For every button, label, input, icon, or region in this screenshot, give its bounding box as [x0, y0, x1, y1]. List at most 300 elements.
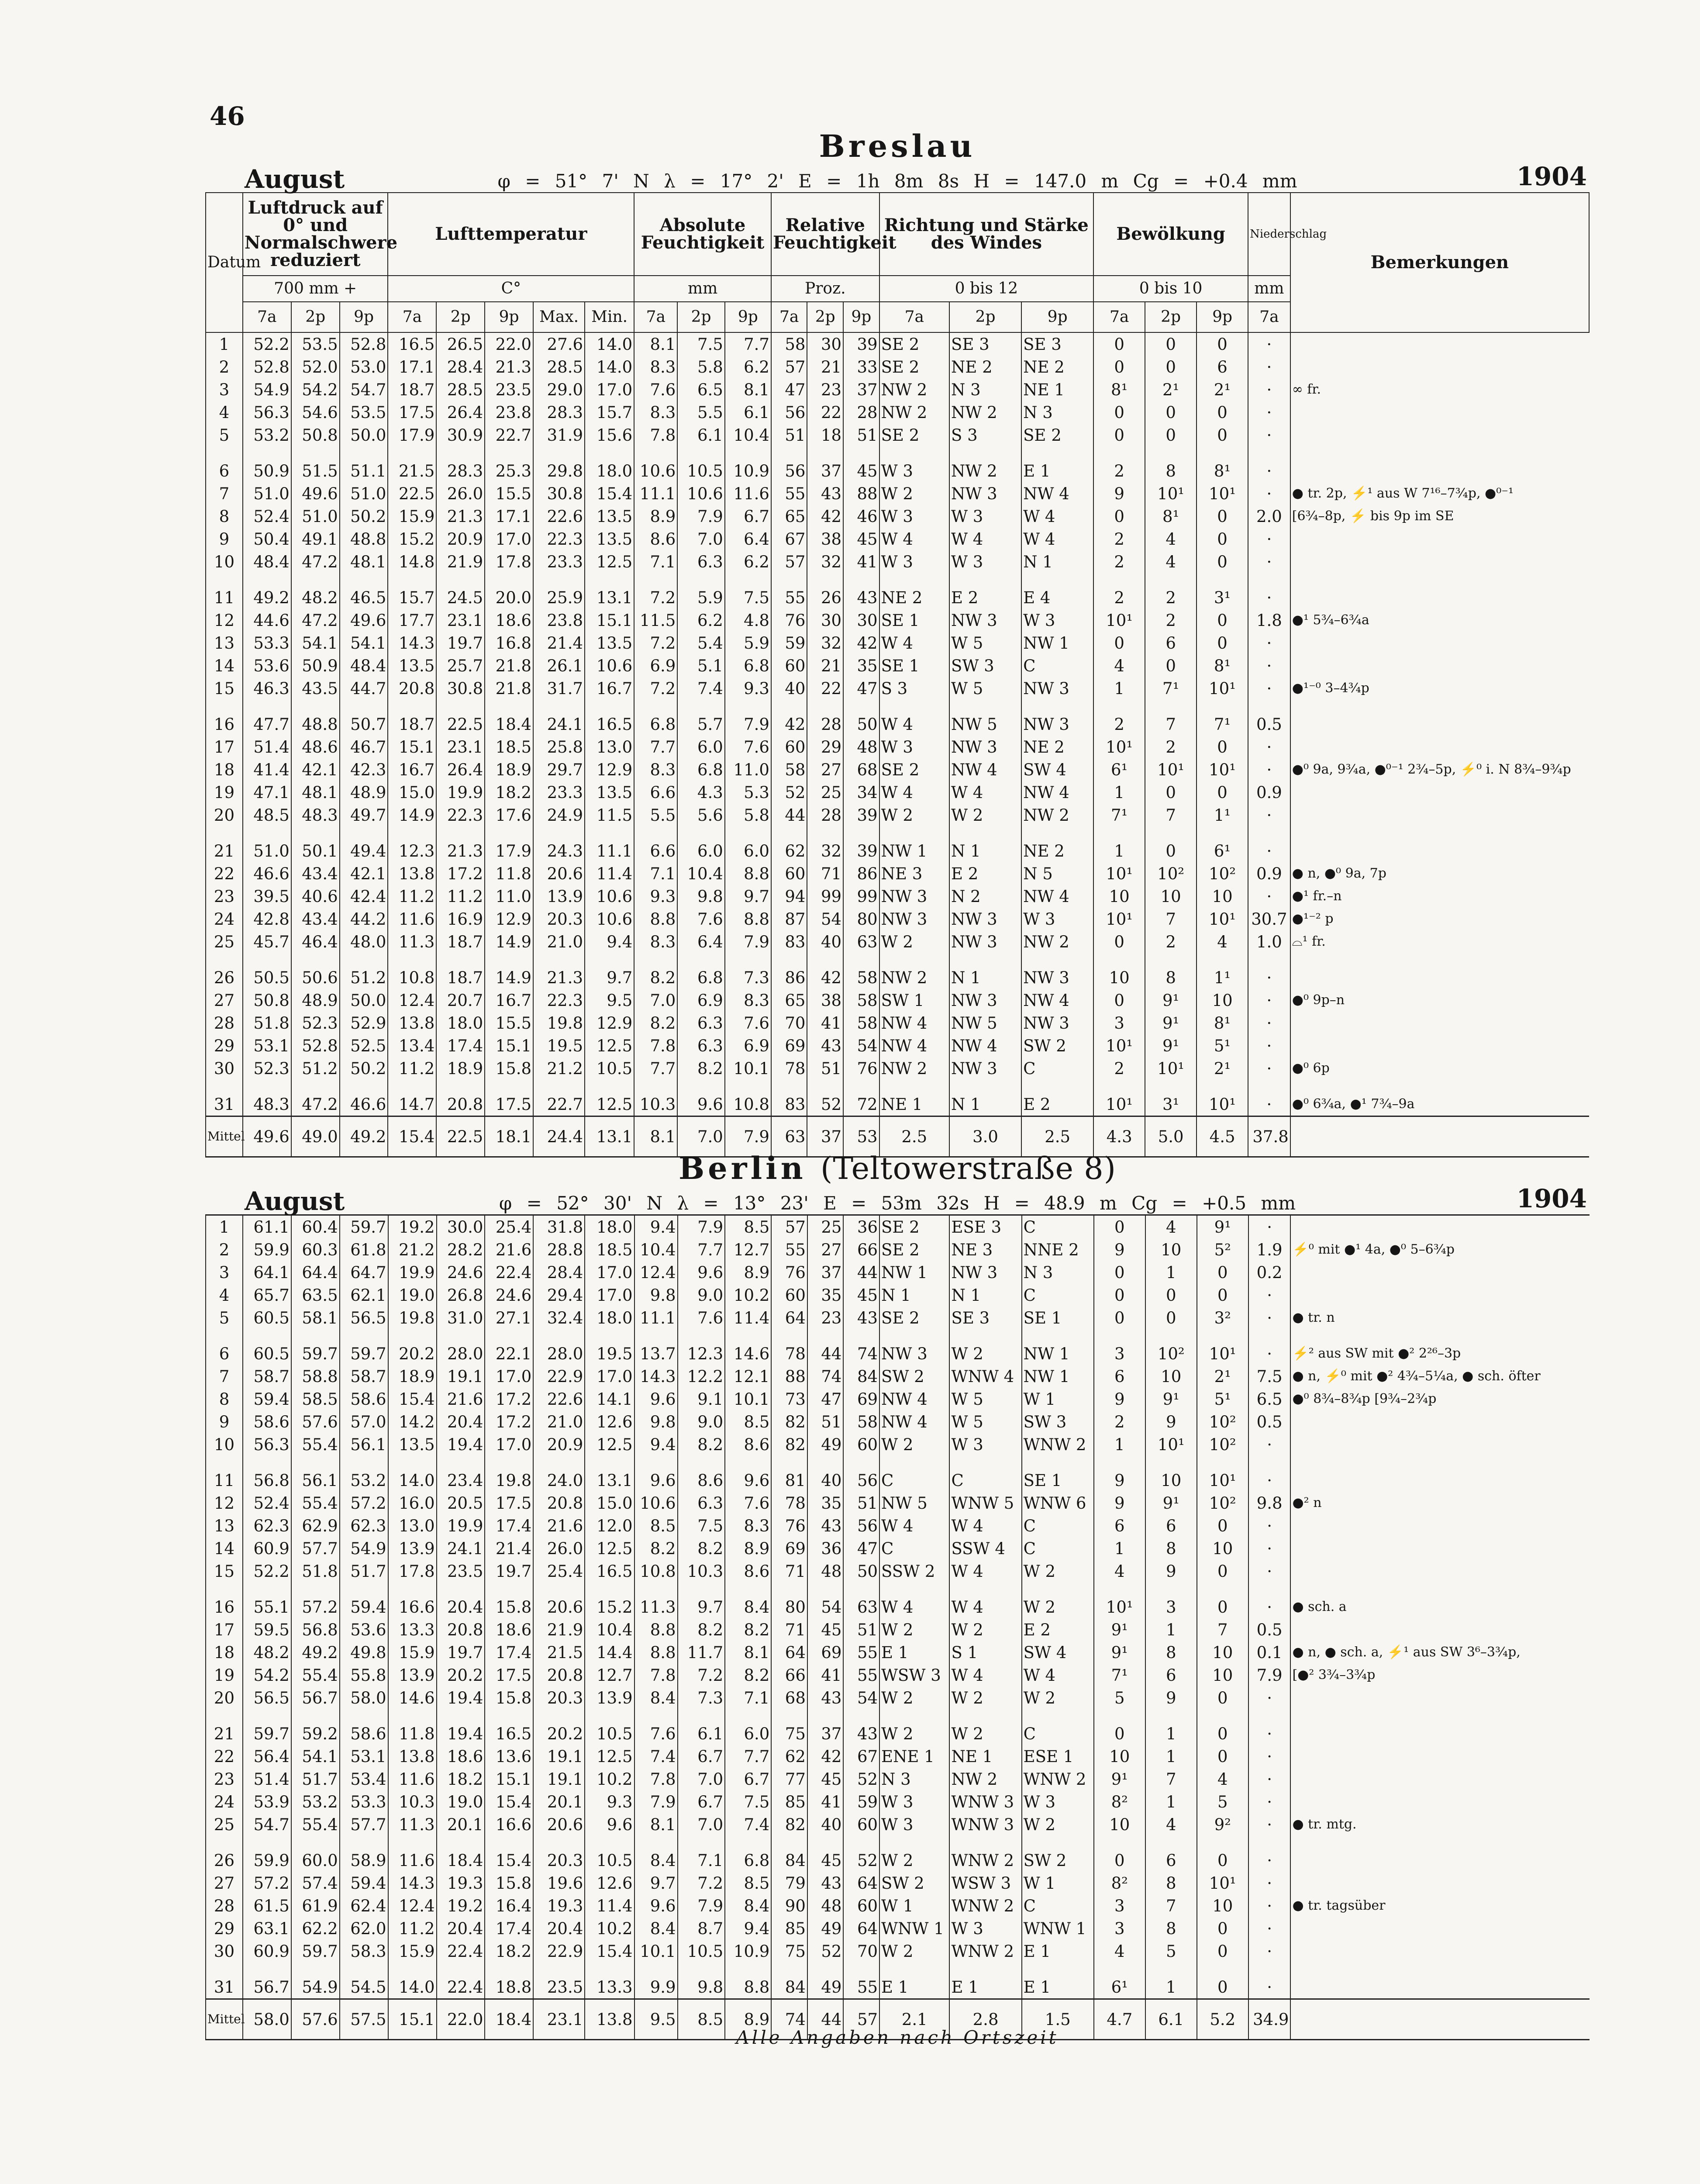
- table-cell: 45: [843, 528, 879, 550]
- table-cell: 21: [206, 1709, 243, 1745]
- table-cell: 20.2: [437, 1664, 485, 1686]
- table-cell: 19.4: [437, 1686, 485, 1709]
- table-cell: 28.5: [533, 356, 585, 378]
- table-cell: ·: [1248, 654, 1290, 677]
- table-cell: [1290, 1410, 1590, 1433]
- table-cell: 67: [843, 1745, 879, 1768]
- table-cell: 17.0: [485, 528, 533, 550]
- table-cell: 28: [206, 1012, 243, 1034]
- table-cell: ·: [1248, 826, 1290, 862]
- table-cell: 10.2: [585, 1917, 634, 1940]
- table-cell: 28.2: [437, 1238, 485, 1261]
- table-cell: W 3: [949, 550, 1021, 573]
- table-cell: W 3: [1021, 609, 1093, 632]
- table-cell: 21.8: [485, 654, 533, 677]
- table-cell: WNW 2: [1022, 1768, 1094, 1790]
- mean-cell: 2.1: [879, 1999, 949, 2040]
- table-cell: W 4: [879, 1583, 949, 1618]
- table-cell: 10.3: [388, 1790, 437, 1813]
- table-cell: 30: [843, 609, 879, 632]
- table-cell: [6¾–8p, ⚡ bis 9p im SE: [1290, 505, 1589, 528]
- table-cell: 30: [206, 1057, 243, 1080]
- table-cell: 20.2: [388, 1329, 437, 1365]
- table-cell: 53.1: [243, 1034, 291, 1057]
- table-cell: NE 3: [879, 862, 949, 885]
- table-cell: 8: [1145, 953, 1197, 989]
- table-cell: 9.0: [678, 1284, 725, 1306]
- table-cell: 17.4: [436, 1034, 485, 1057]
- table-cell: 19: [206, 1664, 243, 1686]
- table-cell: 10: [206, 1433, 243, 1456]
- table-cell: 43: [807, 1686, 844, 1709]
- table-cell: ·: [1248, 378, 1290, 401]
- table-cell: SW 3: [1022, 1410, 1094, 1433]
- table-cell: W 3: [879, 550, 949, 573]
- table-cell: NE 3: [949, 1238, 1021, 1261]
- table-cell: 0: [1197, 528, 1248, 550]
- table-cell: 48.2: [243, 1641, 291, 1664]
- col-2p: 2p: [291, 302, 340, 332]
- table-cell: E 2: [1021, 1080, 1093, 1116]
- table-cell: 17.2: [436, 862, 485, 885]
- table-cell: 4: [1197, 930, 1248, 953]
- table-cell: 20.3: [533, 908, 585, 930]
- table-cell: C: [949, 1456, 1021, 1492]
- table-cell: 37: [807, 1261, 844, 1284]
- table-cell: 15.4: [485, 1790, 533, 1813]
- col-2p: 2p: [436, 302, 485, 332]
- table-cell: 19.5: [585, 1329, 634, 1365]
- station-berlin: [205, 1150, 1590, 2040]
- table-row: [206, 1618, 1590, 1641]
- mean-cell: 3.0: [949, 1116, 1021, 1157]
- table-cell: 7¹: [1197, 700, 1248, 736]
- table-cell: 19.9: [388, 1261, 437, 1284]
- table-cell: N 1: [1021, 550, 1093, 573]
- table-cell: 51.2: [340, 953, 388, 989]
- table-cell: 10: [1197, 1537, 1248, 1560]
- col-9p: 9p: [725, 302, 771, 332]
- table-cell: 7: [206, 1365, 243, 1388]
- table-cell: 17.5: [485, 1492, 533, 1514]
- table-cell: 50.4: [243, 528, 291, 550]
- table-cell: 48: [843, 736, 879, 758]
- table-cell: 7.6: [634, 378, 677, 401]
- table-row: [206, 1329, 1590, 1365]
- table-cell: [1290, 1618, 1590, 1641]
- table-cell: W 2: [1022, 1813, 1094, 1836]
- table-row: [206, 378, 1589, 401]
- table-cell: NW 5: [949, 1012, 1021, 1034]
- table-cell: 49.8: [340, 1641, 388, 1664]
- col-9p: 9p: [1021, 302, 1093, 332]
- table-cell: 8.8: [634, 1641, 678, 1664]
- table-cell: 52.9: [340, 1012, 388, 1034]
- table-cell: 58.5: [291, 1388, 340, 1410]
- table-cell: 7.7: [634, 736, 677, 758]
- table-cell: 28.3: [533, 401, 585, 424]
- table-cell: 13.4: [388, 1034, 436, 1057]
- table-cell: 8: [206, 505, 243, 528]
- table-cell: 48.1: [340, 550, 388, 573]
- table-cell: ·: [1248, 1057, 1290, 1080]
- table-cell: 27.1: [485, 1306, 533, 1329]
- table-cell: 52.8: [243, 356, 291, 378]
- table-cell: 44: [843, 1261, 879, 1284]
- table-cell: W 4: [949, 528, 1021, 550]
- table-row: [206, 1433, 1590, 1456]
- table-cell: 59: [843, 1790, 879, 1813]
- table-cell: 51.8: [291, 1560, 340, 1583]
- table-cell: 22.7: [533, 1080, 585, 1116]
- table-cell: 10: [1145, 1456, 1197, 1492]
- table-cell: S 1: [949, 1641, 1021, 1664]
- table-cell: 10: [1145, 1365, 1197, 1388]
- table-cell: 5: [206, 424, 243, 446]
- table-cell: 15.5: [485, 1012, 533, 1034]
- table-cell: 57: [771, 356, 807, 378]
- table-cell: NW 3: [949, 1261, 1021, 1284]
- table-cell: ●¹ fr.–n: [1290, 885, 1589, 908]
- table-cell: 8.6: [678, 1456, 725, 1492]
- table-cell: [1290, 528, 1589, 550]
- table-cell: 2: [1093, 573, 1145, 609]
- table-cell: 0: [1094, 1261, 1145, 1284]
- table-cell: 21.3: [436, 826, 485, 862]
- table-cell: 6.9: [725, 1034, 771, 1057]
- table-cell: 7: [1145, 908, 1197, 930]
- table-cell: 10.6: [634, 1492, 678, 1514]
- table-row: [206, 1963, 1590, 1999]
- table-cell: 7.9: [678, 1215, 725, 1239]
- table-cell: 82: [771, 1813, 807, 1836]
- mean-cell: 58.0: [243, 1999, 291, 2040]
- table-cell: 12.6: [585, 1872, 634, 1894]
- table-cell: 4: [1145, 528, 1197, 550]
- table-cell: 8.9: [725, 1537, 771, 1560]
- table-cell: 21.3: [485, 356, 533, 378]
- table-cell: NE 1: [949, 1745, 1021, 1768]
- table-cell: 7.7: [634, 1057, 677, 1080]
- table-cell: 0: [1145, 332, 1197, 356]
- table-cell: 40.6: [291, 885, 340, 908]
- table-cell: 88: [843, 482, 879, 505]
- table-cell: 8.2: [677, 1057, 725, 1080]
- table-cell: ·: [1248, 446, 1290, 482]
- table-cell: C: [1022, 1894, 1094, 1917]
- table-cell: 21.6: [533, 1514, 585, 1537]
- table-cell: 7.8: [634, 1034, 677, 1057]
- col-9p: 9p: [843, 302, 879, 332]
- table-cell: W 2: [949, 1618, 1021, 1641]
- table-cell: 53.5: [291, 332, 340, 356]
- table-cell: ·: [1248, 1745, 1291, 1768]
- table-cell: W 2: [879, 930, 949, 953]
- table-cell: NW 1: [1022, 1365, 1094, 1388]
- table-cell: 8.4: [634, 1836, 678, 1872]
- table-cell: 0.5: [1248, 1618, 1291, 1641]
- table-cell: 53.4: [340, 1768, 388, 1790]
- table-cell: 56: [843, 1514, 879, 1537]
- table-cell: 19.7: [485, 1560, 533, 1583]
- table-cell: SW 2: [879, 1872, 949, 1894]
- table-cell: 7.2: [634, 632, 677, 654]
- mean-cell: 57: [843, 1999, 879, 2040]
- table-cell: 59.7: [340, 1215, 388, 1239]
- wind-unit: 0 bis 12: [879, 276, 1094, 302]
- table-cell: [1290, 1963, 1590, 1999]
- table-cell: 21: [807, 654, 843, 677]
- table-cell: 9: [1145, 1410, 1197, 1433]
- mean-cell: 7.0: [677, 1116, 725, 1157]
- table-cell: 59.4: [243, 1388, 291, 1410]
- table-cell: 1: [1094, 1433, 1145, 1456]
- table-cell: SE 1: [879, 609, 949, 632]
- mean-cell: 5.0: [1145, 1116, 1197, 1157]
- table-cell: 12.4: [388, 989, 436, 1012]
- table-cell: SE 2: [879, 424, 949, 446]
- table-cell: 30.7: [1248, 908, 1290, 930]
- table-cell: 53.9: [243, 1790, 291, 1813]
- table-cell: 56.5: [243, 1686, 291, 1709]
- table-cell: ·: [1248, 989, 1290, 1012]
- table-cell: 9.6: [634, 1388, 678, 1410]
- table-cell: 71: [771, 1618, 807, 1641]
- table-cell: 15.9: [388, 1940, 437, 1963]
- table-cell: 14.6: [388, 1686, 437, 1709]
- table-cell: SE 2: [879, 758, 949, 781]
- table-cell: 16.5: [585, 1560, 634, 1583]
- station-title: Breslau: [819, 128, 976, 164]
- table-cell: 60.4: [291, 1215, 340, 1239]
- abs-unit: mm: [634, 276, 771, 302]
- table-cell: 7.5: [678, 1514, 725, 1537]
- table-cell: 43: [807, 1034, 843, 1057]
- table-cell: 8.9: [634, 505, 677, 528]
- table-cell: 5¹: [1197, 1388, 1248, 1410]
- table-cell: 10.6: [585, 908, 634, 930]
- table-cell: 6.6: [634, 781, 677, 804]
- table-cell: W 2: [949, 804, 1021, 826]
- table-cell: ● tr. 2p, ⚡¹ aus W 7¹⁶–7¾p, ●⁰⁻¹: [1290, 482, 1589, 505]
- table-cell: 49.1: [291, 528, 340, 550]
- table-cell: 6.9: [634, 654, 677, 677]
- table-cell: 47: [771, 378, 807, 401]
- station-coordinates: φ = 51° 7' N λ = 17° 2' E = 1h 8m 8s H = 147.0 m Cg = +0.4 mm: [497, 170, 1297, 192]
- table-cell: E 1: [1022, 1963, 1094, 1999]
- table-cell: 15.0: [388, 781, 436, 804]
- table-cell: 0: [1197, 1560, 1248, 1583]
- table-cell: 99: [843, 885, 879, 908]
- table-cell: [1290, 1034, 1589, 1057]
- table-row: [206, 1709, 1590, 1745]
- table-cell: ·: [1248, 1456, 1291, 1492]
- table-cell: NE 2: [1021, 826, 1093, 862]
- table-cell: 57.7: [340, 1813, 388, 1836]
- table-cell: 0: [1093, 332, 1145, 356]
- table-cell: 28.3: [436, 446, 485, 482]
- table-cell: 12.9: [585, 758, 634, 781]
- table-cell: 7.6: [725, 1012, 771, 1034]
- table-cell: 15: [206, 677, 243, 700]
- table-cell: 18.4: [437, 1836, 485, 1872]
- table-cell: 20.0: [485, 573, 533, 609]
- table-cell: [1290, 700, 1589, 736]
- table-row: [206, 885, 1589, 908]
- table-cell: 19.6: [533, 1872, 585, 1894]
- table-cell: 0: [1093, 401, 1145, 424]
- table-cell: 52.3: [291, 1012, 340, 1034]
- col-2p: 2p: [949, 302, 1021, 332]
- table-cell: 11.7: [678, 1641, 725, 1664]
- table-cell: 17.0: [485, 1433, 533, 1456]
- table-cell: 13.3: [388, 1618, 437, 1641]
- table-cell: 17.7: [388, 609, 436, 632]
- table-cell: 10.4: [677, 862, 725, 885]
- table-cell: [●² 3¾–3¾p: [1290, 1664, 1590, 1686]
- table-cell: 7.0: [677, 528, 725, 550]
- table-cell: 50.9: [291, 654, 340, 677]
- table-cell: 60: [843, 1894, 879, 1917]
- table-cell: 21.9: [533, 1618, 585, 1641]
- table-row: [206, 356, 1589, 378]
- table-cell: 12.9: [485, 908, 533, 930]
- table-cell: 21.9: [436, 550, 485, 573]
- table-cell: 28.0: [437, 1329, 485, 1365]
- table-cell: 64.1: [243, 1261, 291, 1284]
- table-cell: [1290, 632, 1589, 654]
- table-cell: 8.2: [678, 1433, 725, 1456]
- table-cell: 11.1: [634, 1306, 678, 1329]
- table-cell: ·: [1248, 1034, 1290, 1057]
- table-cell: 23.8: [485, 401, 533, 424]
- table-cell: 9¹: [1145, 1034, 1197, 1057]
- table-cell: 58: [771, 758, 807, 781]
- mean-cell: 57.6: [291, 1999, 340, 2040]
- table-cell: 10.2: [725, 1284, 771, 1306]
- table-cell: 20.1: [533, 1790, 585, 1813]
- table-cell: 11: [206, 573, 243, 609]
- table-cell: NW 3: [949, 989, 1021, 1012]
- table-cell: ●¹⁻⁰ 3–4¾p: [1290, 677, 1589, 700]
- mean-cell: 13.8: [585, 1999, 634, 2040]
- table-cell: 27: [807, 758, 843, 781]
- footnote: Alle Angaben nach Ortszeit: [736, 2027, 1059, 2048]
- table-row: [206, 1284, 1590, 1306]
- table-cell: 9.5: [585, 989, 634, 1012]
- table-cell: W 2: [879, 1836, 949, 1872]
- table-cell: 23.3: [533, 781, 585, 804]
- table-cell: 16.0: [388, 1492, 437, 1514]
- table-cell: ·: [1248, 1872, 1291, 1894]
- table-cell: 5: [206, 1306, 243, 1329]
- table-cell: 6: [1197, 356, 1248, 378]
- table-cell: ● n, ⚡⁰ mit ●² 4¾–5¼a, ● sch. öfter: [1290, 1365, 1590, 1388]
- mean-cell: 63: [771, 1116, 807, 1157]
- table-cell: 13.5: [388, 1433, 437, 1456]
- table-cell: SE 2: [1021, 424, 1093, 446]
- table-cell: 19.4: [437, 1709, 485, 1745]
- table-cell: 28: [807, 700, 843, 736]
- table-cell: 52.5: [340, 1034, 388, 1057]
- table-cell: ●⁰ 6¾a, ●¹ 7¾–9a: [1290, 1080, 1589, 1116]
- table-cell: 8.7: [678, 1917, 725, 1940]
- table-cell: 64: [843, 1872, 879, 1894]
- table-cell: 10.3: [634, 1080, 677, 1116]
- table-cell: 2: [1094, 1410, 1145, 1433]
- table-cell: W 3: [879, 1790, 949, 1813]
- table-cell: 10¹: [1093, 1034, 1145, 1057]
- table-row: [206, 804, 1589, 826]
- table-cell: 9¹: [1145, 1388, 1197, 1410]
- table-cell: W 4: [879, 632, 949, 654]
- mean-cell: 4.3: [1093, 1116, 1145, 1157]
- table-cell: NW 3: [949, 1057, 1021, 1080]
- table-row: [206, 1560, 1590, 1583]
- table-row: [206, 700, 1589, 736]
- table-cell: 6.4: [677, 930, 725, 953]
- table-cell: ● tr. mtg.: [1290, 1813, 1590, 1836]
- table-cell: E 1: [1022, 1940, 1094, 1963]
- table-cell: 18.0: [585, 1306, 634, 1329]
- wind-header: Richtung und Stärke des Windes: [879, 193, 1094, 276]
- table-cell: 28: [807, 804, 843, 826]
- table-cell: 15.6: [585, 424, 634, 446]
- table-cell: 10¹: [1197, 758, 1248, 781]
- table-cell: 29: [206, 1034, 243, 1057]
- table-cell: NW 3: [879, 1329, 949, 1365]
- abs-feuchtigkeit-header: Absolute Feuchtigkeit: [634, 193, 771, 276]
- table-cell: 52: [807, 1080, 843, 1116]
- table-cell: 9: [206, 528, 243, 550]
- table-cell: 13.5: [585, 632, 634, 654]
- table-cell: NW 5: [949, 700, 1021, 736]
- mean-cell: 37: [807, 1116, 843, 1157]
- table-cell: 57.4: [291, 1872, 340, 1894]
- table-cell: 0: [1197, 1917, 1248, 1940]
- table-cell: 48.3: [243, 1080, 291, 1116]
- table-cell: 40: [807, 1456, 844, 1492]
- table-cell: NE 1: [879, 1080, 949, 1116]
- table-cell: NW 2: [879, 1057, 949, 1080]
- table-cell: 8²: [1094, 1872, 1145, 1894]
- table-cell: 16.7: [485, 989, 533, 1012]
- table-cell: 43: [807, 482, 843, 505]
- table-cell: 46.6: [243, 862, 291, 885]
- table-cell: 42.4: [340, 885, 388, 908]
- table-cell: 14.9: [485, 953, 533, 989]
- table-cell: 56: [843, 1456, 879, 1492]
- table-cell: 18.7: [436, 953, 485, 989]
- table-cell: 10¹: [1145, 482, 1197, 505]
- table-cell: 13.1: [585, 1456, 634, 1492]
- table-cell: 53.3: [243, 632, 291, 654]
- table-cell: 45: [843, 1284, 879, 1306]
- table-cell: NW 3: [879, 885, 949, 908]
- table-cell: 6: [206, 446, 243, 482]
- table-cell: 75: [771, 1940, 807, 1963]
- table-cell: 23: [807, 1306, 844, 1329]
- table-cell: 11.6: [388, 908, 436, 930]
- table-cell: 53.2: [291, 1790, 340, 1813]
- table-row: [206, 1492, 1590, 1514]
- table-cell: 9.4: [725, 1917, 771, 1940]
- table-cell: 55: [771, 573, 807, 609]
- table-cell: W 2: [1022, 1560, 1094, 1583]
- table-cell: 10: [1094, 1813, 1145, 1836]
- table-cell: ·: [1248, 1583, 1291, 1618]
- table-cell: SSW 4: [949, 1537, 1021, 1560]
